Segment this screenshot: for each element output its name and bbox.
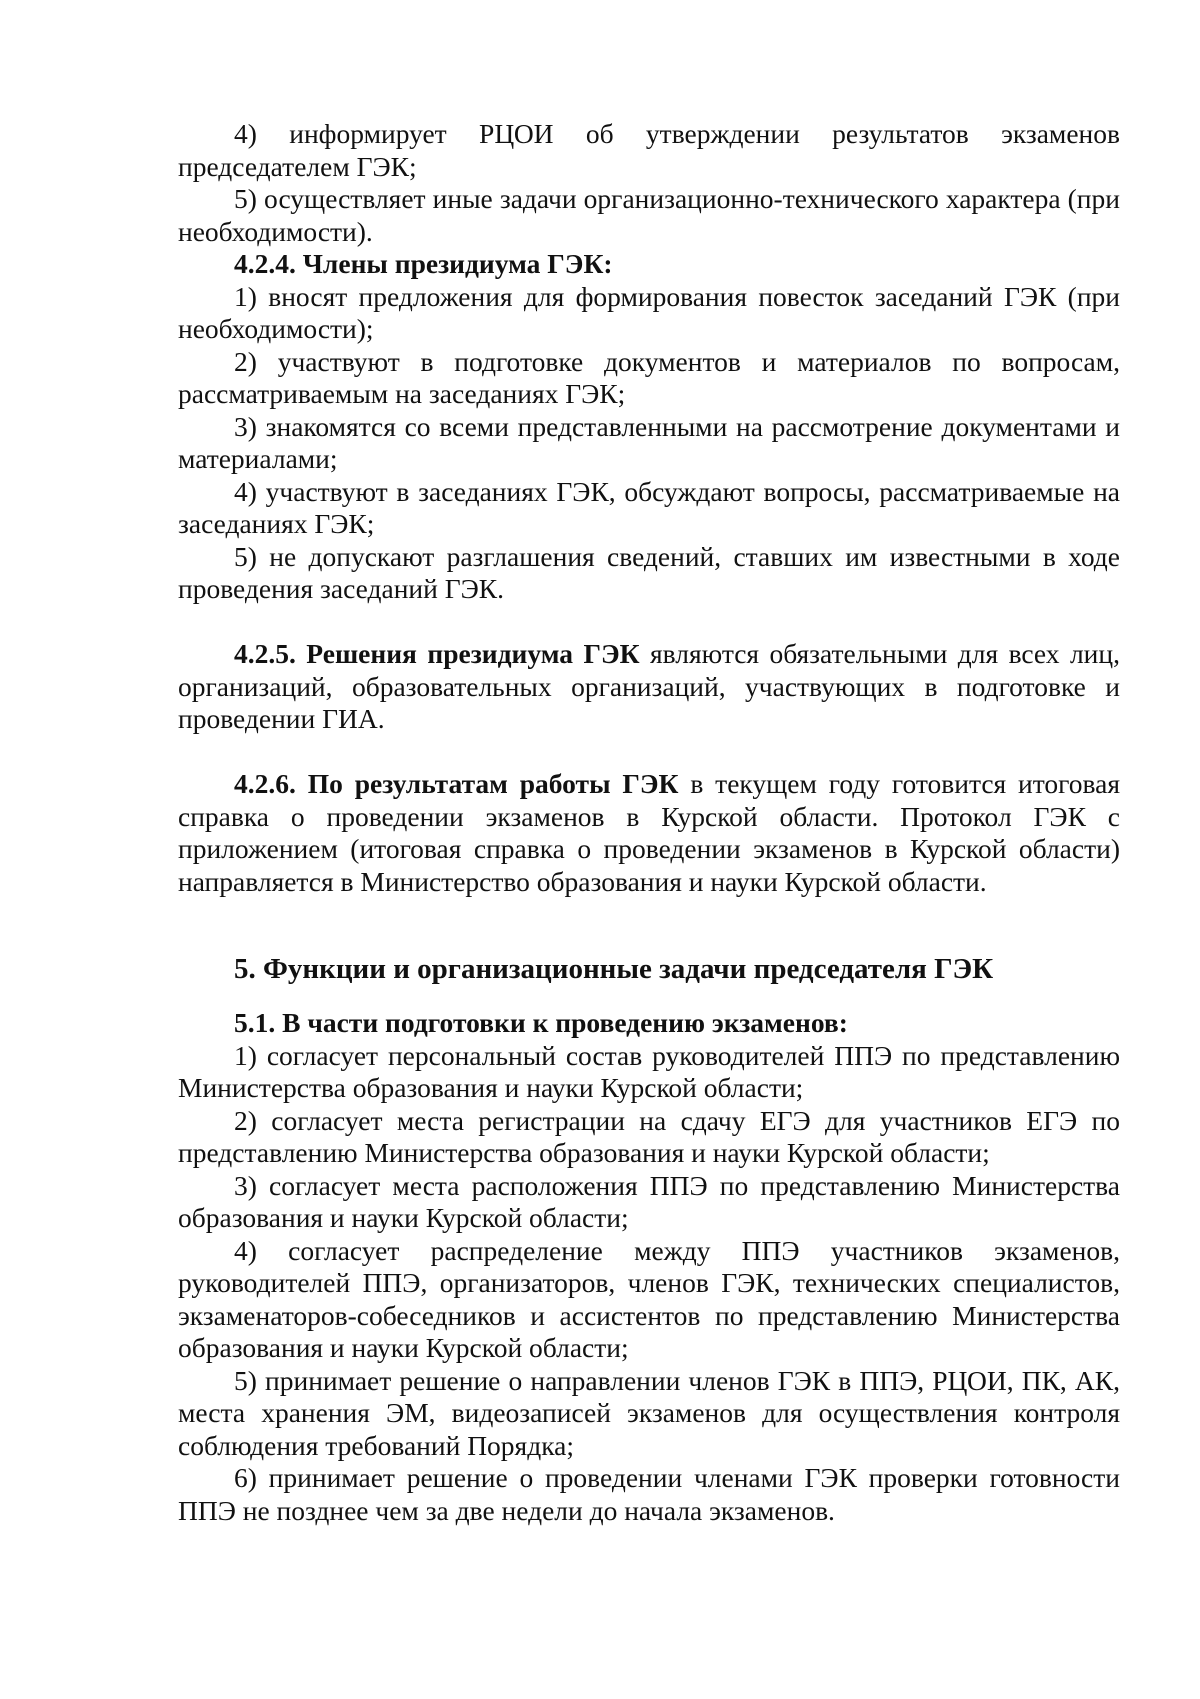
paragraph-4-2-6 bbox=[178, 768, 1120, 898]
list-item-4-2-4-4: 4) участвуют в заседаниях ГЭК, обсуждают вопросы, рассматриваемые на заседаниях ГЭК; bbox=[178, 475, 1120, 539]
spacer bbox=[178, 898, 1120, 931]
spacer bbox=[178, 736, 1120, 769]
paragraph-4-2-5 bbox=[178, 638, 1120, 736]
document-body bbox=[178, 118, 1120, 1527]
spacer bbox=[178, 985, 1120, 1007]
spacer bbox=[178, 606, 1120, 639]
paragraph-4-2-6-text: в текущем году готовится итоговая справка о проведении экзаменов в Курской области. Протокол ГЭК с приложением (итоговая справка о проведении экзаменов в Курской области) направляется в Министерство образования и науки Курской области. bbox=[178, 768, 1120, 897]
list-item-4-2-4-1: 1) вносят предложения для формирования повесток заседаний ГЭК (при необходимости); bbox=[178, 280, 1120, 344]
paragraph-4-2-5-lead: 4.2.5. Решения президиума ГЭК bbox=[234, 638, 640, 669]
list-item-5-1-3: 3) согласует места расположения ППЭ по представлению Министерства образования и науки Курской области; bbox=[178, 1169, 1120, 1233]
list-item-4-2-4-3: 3) знакомятся со всеми представленными на рассмотрение документами и материалами; bbox=[178, 410, 1120, 474]
list-item-5-1-6: 6) принимает решение о проведении членами ГЭК проверки готовности ППЭ не позднее чем за две недели до начала экзаменов. bbox=[178, 1462, 1120, 1526]
heading-5-1: 5.1. В части подготовки к проведению экзаменов: bbox=[234, 1007, 848, 1038]
list-item-5-1-5: 5) принимает решение о направлении членов ГЭК в ППЭ, РЦОИ, ПК, АК, места хранения ЭМ, видеозаписей экзаменов для осуществления контроля соблюдения требований Порядка; bbox=[178, 1364, 1120, 1461]
paragraph-other-tasks: 5) осуществляет иные задачи организационно-технического характера (при необходимости). bbox=[178, 183, 1120, 247]
paragraph-informs-rcoi: 4) информирует РЦОИ об утверждении результатов экзаменов председателем ГЭК; bbox=[178, 118, 1120, 182]
list-item-4-2-4-2: 2) участвуют в подготовке документов и материалов по вопросам, рассматриваемым на заседаниях ГЭК; bbox=[178, 345, 1120, 409]
section-5-title: 5. Функции и организационные задачи председателя ГЭК bbox=[234, 952, 994, 985]
paragraph-4-2-5-text: являются обязательными для всех лиц, организаций, образовательных организаций, участвующих в подготовке и проведении ГИА. bbox=[178, 638, 1120, 734]
spacer bbox=[178, 931, 1120, 953]
list-item-5-1-4: 4) согласует распределение между ППЭ участников экзаменов, руководителей ППЭ, организаторов, членов ГЭК, технических специалистов, экзаменаторов-собеседников и ассистентов по представлению Министерства образования и науки Курской области; bbox=[178, 1234, 1120, 1363]
list-item-4-2-4-5: 5) не допускают разглашения сведений, ставших им известными в ходе проведения заседаний ГЭК. bbox=[178, 540, 1120, 604]
list-item-5-1-2: 2) согласует места регистрации на сдачу ЕГЭ для участников ЕГЭ по представлению Министерства образования и науки Курской области; bbox=[178, 1104, 1120, 1168]
heading-4-2-4: 4.2.4. Члены президиума ГЭК: bbox=[234, 248, 613, 279]
list-item-5-1-1: 1) согласует персональный состав руководителей ППЭ по представлению Министерства образования и науки Курской области; bbox=[178, 1039, 1120, 1103]
paragraph-4-2-6-lead: 4.2.6. По результатам работы ГЭК bbox=[234, 768, 679, 799]
